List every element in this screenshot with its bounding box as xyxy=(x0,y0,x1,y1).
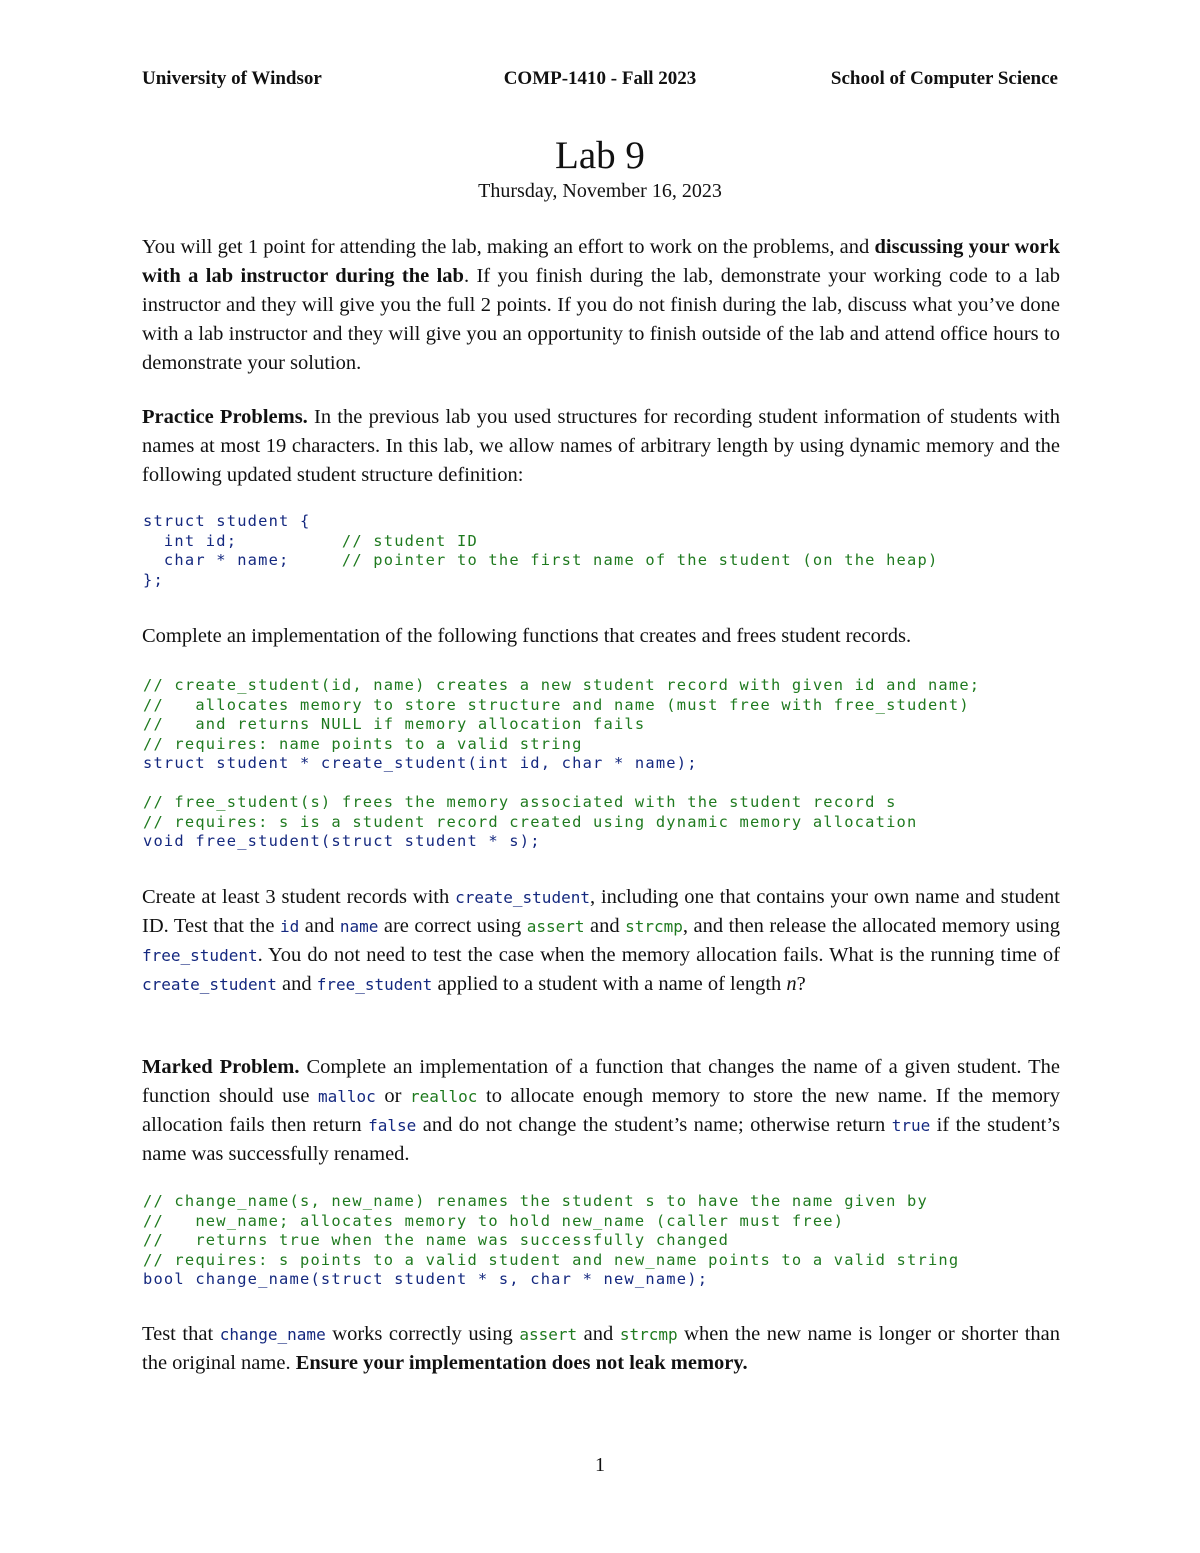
code-comment: // requires: s points to a valid student and new_name points to a valid string xyxy=(143,1250,960,1269)
header-school: School of Computer Science xyxy=(830,68,1058,89)
inline-code: id xyxy=(280,917,300,936)
marked-paragraph xyxy=(142,1053,1060,1169)
code-signature: struct student * create_student(int id, char * name); xyxy=(143,754,698,772)
text: , including one that contains your own name and student ID. Test that the xyxy=(142,886,1060,937)
text: and xyxy=(276,973,317,995)
page-number: 1 xyxy=(595,1454,605,1476)
text: or xyxy=(375,1085,410,1107)
code-comment: // returns true when the name was successfully changed xyxy=(143,1231,730,1249)
inline-code: false xyxy=(368,1116,417,1135)
inline-code: assert xyxy=(526,917,585,936)
functions-code-block xyxy=(143,676,980,852)
inline-code: realloc xyxy=(410,1087,478,1106)
inline-code: free_student xyxy=(316,975,433,994)
inline-code: change_name xyxy=(219,1325,326,1344)
marked-heading: Marked Problem. xyxy=(142,1056,300,1078)
text: Create at least 3 student records with xyxy=(142,886,456,908)
intro-emphasis: discussing your work with a lab instructor during the lab xyxy=(142,236,1060,287)
text: and xyxy=(577,1323,620,1345)
text: and xyxy=(584,915,626,937)
code-comment: // pointer to the first name of the student (on the heap) xyxy=(289,551,939,569)
test-paragraph xyxy=(142,1320,1060,1378)
code-comment: // free_student(s) frees the memory associated with the student record s xyxy=(143,793,897,811)
lab-date: Thursday, November 16, 2023 xyxy=(478,180,722,202)
text: Test that xyxy=(142,1323,220,1345)
inline-code: name xyxy=(339,917,379,936)
code-comment: // allocates memory to store structure and name (must free with free_student) xyxy=(143,695,970,714)
text: to allocate enough memory to store the new name. If the memory allocation fails then return xyxy=(142,1085,1061,1136)
intro-text-rest: . If you finish during the lab, demonstrate your working code to a lab instructor and they will give you the full 2 points. If you do not finish during the lab, discuss what you’ve done with a lab instructor and they will give you an opportunity to finish outside of the lab and attend office hours to demonstrate your solution. xyxy=(142,265,1060,374)
text: are correct using xyxy=(378,915,527,937)
header-course: COMP-1410 - Fall 2023 xyxy=(503,68,697,89)
code-comment: // change_name(s, new_name) renames the student s to have the name given by xyxy=(143,1192,928,1210)
intro-text: You will get 1 point for attending the lab, making an effort to work on the problems, and xyxy=(142,236,875,258)
lab-title: Lab 9 xyxy=(555,134,645,177)
inline-code: true xyxy=(891,1116,931,1135)
practice-text: In the previous lab you used structures for recording student information of students with names at most 19 characters. In this lab, we allow names of arbitrary length by using dynamic memory and the following updated student structure definition: xyxy=(142,406,1060,486)
page-header xyxy=(142,68,1058,94)
text: , and then release the allocated memory using xyxy=(682,915,1061,937)
complete-paragraph: Complete an implementation of the following functions that creates and frees student records. xyxy=(142,625,912,647)
code-comment: // student ID xyxy=(237,531,478,550)
text: applied to a student with a name of length xyxy=(432,973,787,995)
code-comment: // requires: name points to a valid string xyxy=(143,734,583,753)
inline-code: free_student xyxy=(142,946,258,965)
create-paragraph xyxy=(142,883,1060,999)
code-comment: // new_name; allocates memory to hold new_name (caller must free) xyxy=(143,1211,845,1230)
math-variable: n xyxy=(786,973,797,995)
header-university: University of Windsor xyxy=(142,68,322,89)
inline-code: create_student xyxy=(455,888,590,907)
text: if the student’s name was successfully renamed. xyxy=(142,1114,1060,1165)
text: Complete an implementation of a function that changes the name of a given student. The function should use xyxy=(142,1056,1060,1107)
code-line: char * name; xyxy=(143,551,290,569)
inline-code: malloc xyxy=(318,1087,376,1106)
intro-paragraph xyxy=(142,233,1060,378)
change-name-code-block xyxy=(143,1192,959,1290)
practice-heading: Practice Problems. xyxy=(142,406,308,428)
code-comment: // requires: s is a student record created using dynamic memory allocation xyxy=(143,812,918,831)
text: . You do not need to test the case when the memory allocation fails. What is the running time of xyxy=(257,944,1060,966)
code-line: }; xyxy=(143,570,164,589)
inline-code: assert xyxy=(519,1325,578,1344)
inline-code: strcmp xyxy=(625,917,683,936)
text: and xyxy=(299,915,340,937)
text: works correctly using xyxy=(325,1323,520,1345)
code-line: struct student { xyxy=(143,512,311,530)
code-comment: // and returns NULL if memory allocation fails xyxy=(143,715,646,733)
test-emphasis: Ensure your implementation does not leak memory. xyxy=(295,1352,748,1374)
inline-code: strcmp xyxy=(619,1325,678,1344)
inline-code: create_student xyxy=(142,975,277,994)
code-signature: bool change_name(struct student * s, char * new_name); xyxy=(143,1270,709,1288)
code-line: int id; xyxy=(143,531,238,550)
struct-code-block xyxy=(143,512,938,590)
text: ? xyxy=(796,973,806,995)
code-comment: // create_student(id, name) creates a new student record with given id and name; xyxy=(143,676,981,694)
practice-paragraph xyxy=(142,403,1060,490)
code-signature: void free_student(struct student * s); xyxy=(143,832,541,850)
text: when the new name is longer or shorter than the original name. xyxy=(142,1323,1060,1374)
text: and do not change the student’s name; otherwise return xyxy=(416,1114,892,1136)
